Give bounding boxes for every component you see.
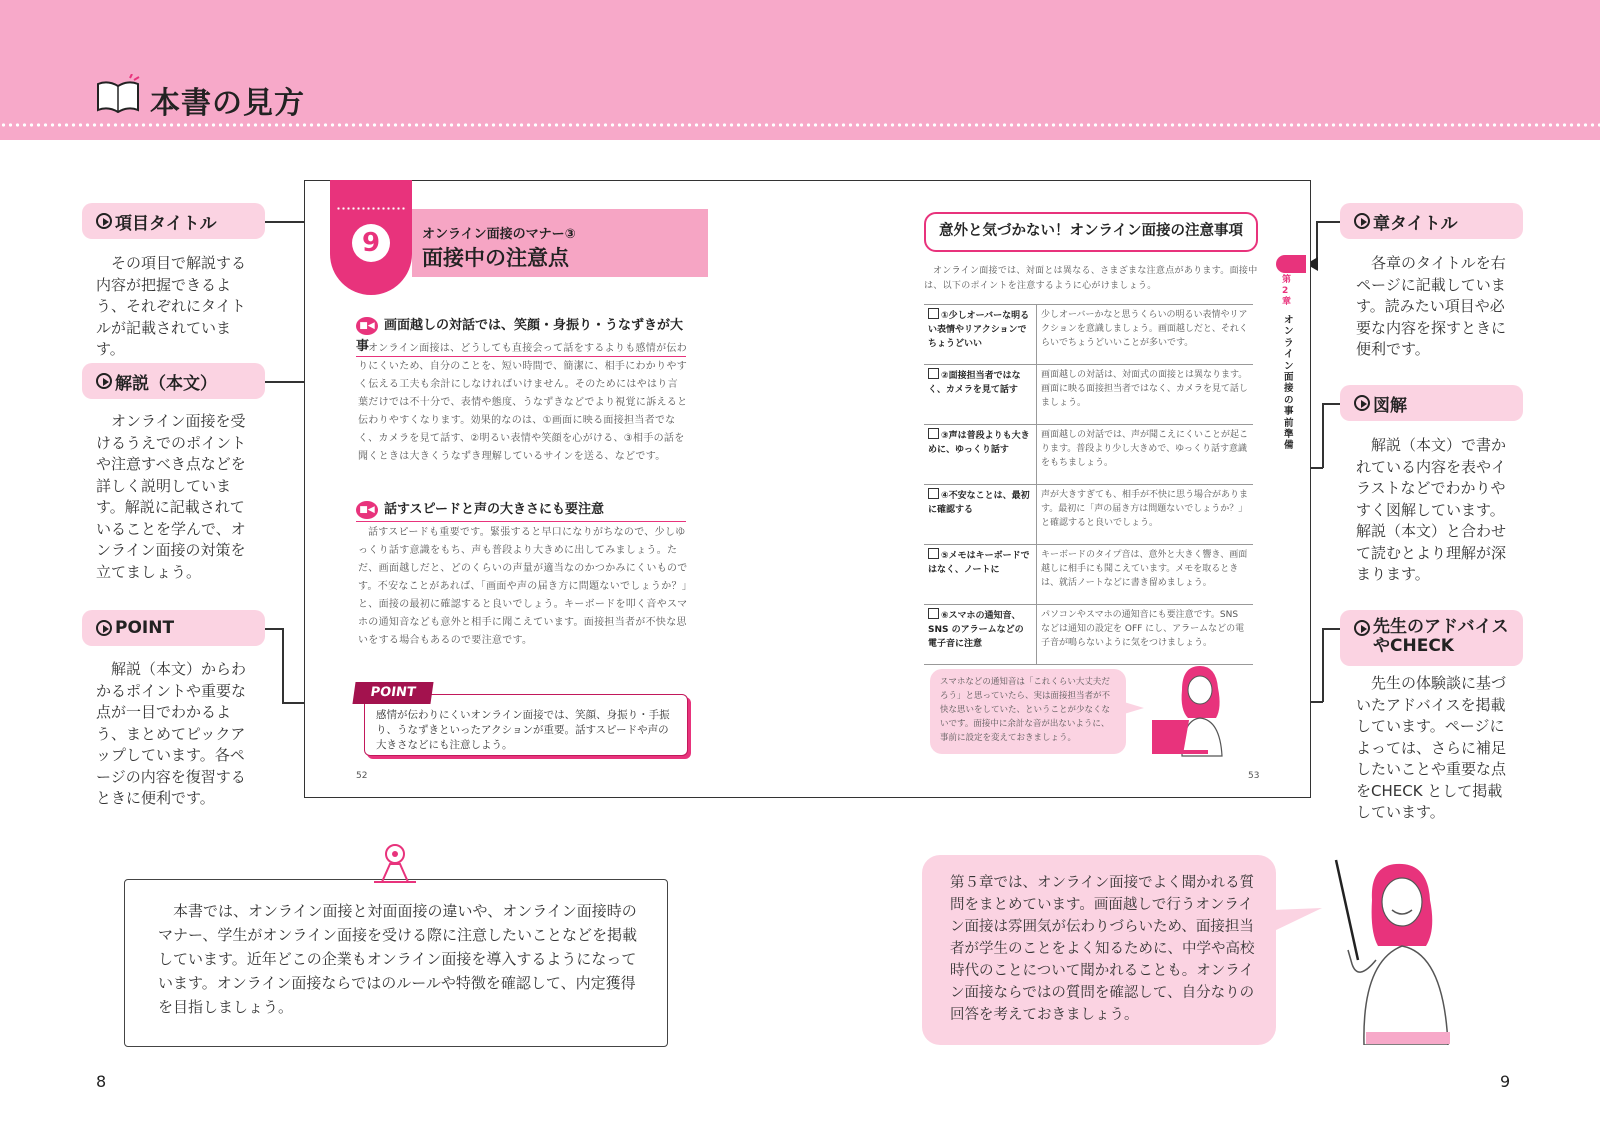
check-table — [924, 304, 1253, 665]
open-book-icon — [94, 74, 142, 116]
label-explanation: 解説（本文） — [82, 363, 265, 399]
page-title: 本書の見方 — [150, 86, 305, 121]
bubble-tail — [1272, 906, 1322, 936]
checkbox-icon — [928, 608, 939, 619]
table-row: ⑥スマホの通知音、SNS のアラームなどの電子音に注意 パソコンやスマホの通知音にも要注意です。SNS などは通知の設定を OFF にし、アラームなどの電子音が鳴らないように気をつけましょう。 — [924, 605, 1253, 665]
speech-bubble-text: 第５章では、オンライン面接でよく聞かれる質問をまとめています。画面越しで行うオンライン面接は雰囲気が伝わりづらいため、面接担当者が学生のことをよく知るために、中学や高校時代のことについて聞かれることも。オンライン面接ならではの質問を確認して、自分なりの回答を考えておきましょう。 — [950, 875, 1255, 1023]
chapter-tab — [1276, 255, 1306, 273]
diagram-title: 意外と気づかない！オンライン面接の注意事項 — [924, 212, 1258, 252]
play-icon — [1354, 213, 1370, 229]
table-row: ②面接担当者ではなく、カメラを見て話す 画面越しの対話は、対面式の面接とは異なります。画面に映る面接担当者ではなく、カメラを見て話しましょう。 — [924, 365, 1253, 425]
checkbox-icon — [928, 488, 939, 499]
page-number-right: 9 — [1500, 1072, 1511, 1091]
intro-note-text: 本書では、オンライン面接と対面面接の違いや、オンライン面接時のマナー、学生がオンライン面接を受ける際に注意したいことなどを掲載しています。近年どこの企業もオンライン面接を導入するようになっています。オンライン面接ならではのルールや特徴を確認して、内定獲得を目指しましょう。 — [158, 902, 637, 1016]
desc-diagram: 解説（本文）で書かれている内容を表やイラストなどでわかりやすく図解しています。解説（本文）と合わせて読むとより理解が深まります。 — [1356, 436, 1507, 583]
header-dotted-border — [0, 122, 1600, 128]
connector-line — [1322, 628, 1340, 630]
point-text: 感情が伝わりにくいオンライン面接では、笑顔、身振り・手振り、うなずきといったアクションが重要。話すスピードや声の大きさなどにも注意しよう。 — [376, 709, 670, 751]
checkbox-icon — [928, 548, 939, 559]
connector-line — [1322, 628, 1324, 702]
play-icon — [96, 373, 112, 389]
video-camera-icon: ■◀ — [356, 317, 378, 335]
item-number: 9 — [352, 224, 390, 262]
checkbox-icon — [928, 428, 939, 439]
label-point: POINT — [82, 610, 265, 646]
chapter-title-vertical: オンライン面接の事前準備 — [1284, 315, 1294, 452]
checkbox-icon — [928, 368, 939, 379]
chapter-label: 第2章 — [1282, 275, 1292, 307]
play-icon — [96, 620, 112, 636]
section-body-2: 話すスピードも重要です。緊張すると早口になりがちなので、少しゆっくり話す意識をもち、声も普段より大きめに出してみましょう。ただ、画面越しだと、どのくらいの声量が適当なのかつかみにくいものです。不安なことがあれば、「画面や声の届き方に問題ないでしょうか？」と、面接の最初に確認すると良いでしょう。キーボードを叩く音やスマホの通知音なども意外と相手に聞こえています。面接担当者が不快な思いをする場合もあるので要注意です。 — [358, 527, 688, 646]
teacher-laptop-illustration — [1152, 658, 1252, 758]
video-camera-icon: ■◀ — [356, 501, 378, 519]
desc-advice: 先生の体験談に基づいたアドバイスを掲載しています。ページによっては、さらに補足したいことや重要な点をCHECK として掲載しています。 — [1356, 674, 1507, 821]
point-tag: POINT — [352, 682, 433, 704]
table-row: ①少しオーバーな明るい表情やリアクションでちょうどいい 少しオーバーかなと思うくらいの明るい表情やリアクションを意識しましょう。画面越しだと、それくらいでちょうどいいことが多いです。 — [924, 305, 1253, 365]
desc-item-title: その項目で解説する内容が把握できるよう、それぞれにタイトルが記載されています。 — [96, 254, 247, 358]
clip-icon — [372, 842, 418, 884]
page-number-left: 8 — [96, 1072, 107, 1091]
label-diagram: 図解 — [1340, 385, 1523, 421]
section-heading-2: ■◀ 話すスピードと声の大きさにも要注意 — [356, 498, 686, 522]
connector-line — [265, 628, 283, 630]
bubble-tail — [1124, 700, 1144, 716]
mock-page-number-left: 52 — [356, 771, 368, 781]
play-icon — [1354, 395, 1370, 411]
label-item-title: 項目タイトル — [82, 203, 265, 239]
desc-chapter-title: 各章のタイトルを右ページに記載しています。読みたい項目や必要な内容を探すときに便利です。 — [1356, 254, 1507, 358]
tab-dots — [336, 207, 406, 210]
connector-line — [282, 628, 284, 703]
label-chapter-title: 章タイトル — [1340, 203, 1523, 239]
checkbox-icon — [928, 308, 939, 319]
diagram-intro: オンライン面接では、対面とは異なる、さまざまな注意点があります。面接中は、以下のポイントを注意するように心がけましょう。 — [924, 266, 1258, 291]
desc-explanation: オンライン面接を受けるうえでのポイントや注意すべき点などを詳しく説明しています。解説に記載されていることを学んで、オンライン面接の対策を立てましょう。 — [96, 412, 247, 581]
mock-page-number-right: 53 — [1248, 771, 1260, 781]
item-title: 面接中の注意点 — [422, 246, 569, 270]
play-icon — [96, 213, 112, 229]
section-heading-1: ■◀ 画面越しの対話では、笑顔・身振り・うなずきが大事 — [356, 314, 686, 357]
connector-line — [1316, 221, 1340, 223]
section-body-1: オンライン面接は、どうしても直接会って話をするよりも感情が伝わりにくいため、自分のことを、短い時間で、簡潔に、相手にわかりやすく伝える工夫も余計にしなければいけません。そのためにはやはり言葉だけでは不十分で、表情や態度、うなずきなどでより視覚に訴えると伝わりやすくなります。効果的なのは、①画面に映る面接担当者でなく、カメラを見て話す、②明るい表情や笑顔を心がける、③相手の話を聞くときは大きくうなずき理解しているサインを送る、などです。 — [358, 343, 688, 462]
play-icon — [1354, 620, 1370, 636]
desc-point: 解説（本文）からわかるポイントや重要な点が一目でわかるよう、まとめてピックアップしています。各ページの内容を復習するときに便利です。 — [96, 660, 247, 807]
table-row: ④不安なことは、最初に確認する 声が大きすぎても、相手が不快に思う場合があります。最初に「声の届き方は問題ないでしょうか？」と確認すると良いでしょう。 — [924, 485, 1253, 545]
teacher-pointing-illustration — [1318, 850, 1478, 1045]
item-subtitle: オンライン面接のマナー③ — [422, 227, 576, 242]
connector-line — [1322, 403, 1340, 405]
table-row: ③声は普段よりも大きめに、ゆっくり話す 画面越しの対話では、声が聞こえにくいことが起こります。普段より少し大きめで、ゆっくり話す意識をもちましょう。 — [924, 425, 1253, 485]
connector-line — [1322, 403, 1324, 468]
advice-bubble: スマホなどの通知音は「これくらい大丈夫だろう」と思っていたら、実は面接担当者が不快な思いをしていた、ということが少なくないです。面接中に余計な音が出ないように、事前に設定を変えておきましょう。 — [930, 669, 1126, 754]
label-advice: 先生のアドバイス やCHECK — [1340, 610, 1523, 666]
table-row: ⑤メモはキーボードではなく、ノートに キーボードのタイプ音は、意外と大きく響き、画面越しに相手にも聞こえています。メモを取るときは、就活ノートなどに書き留めましょう。 — [924, 545, 1253, 605]
